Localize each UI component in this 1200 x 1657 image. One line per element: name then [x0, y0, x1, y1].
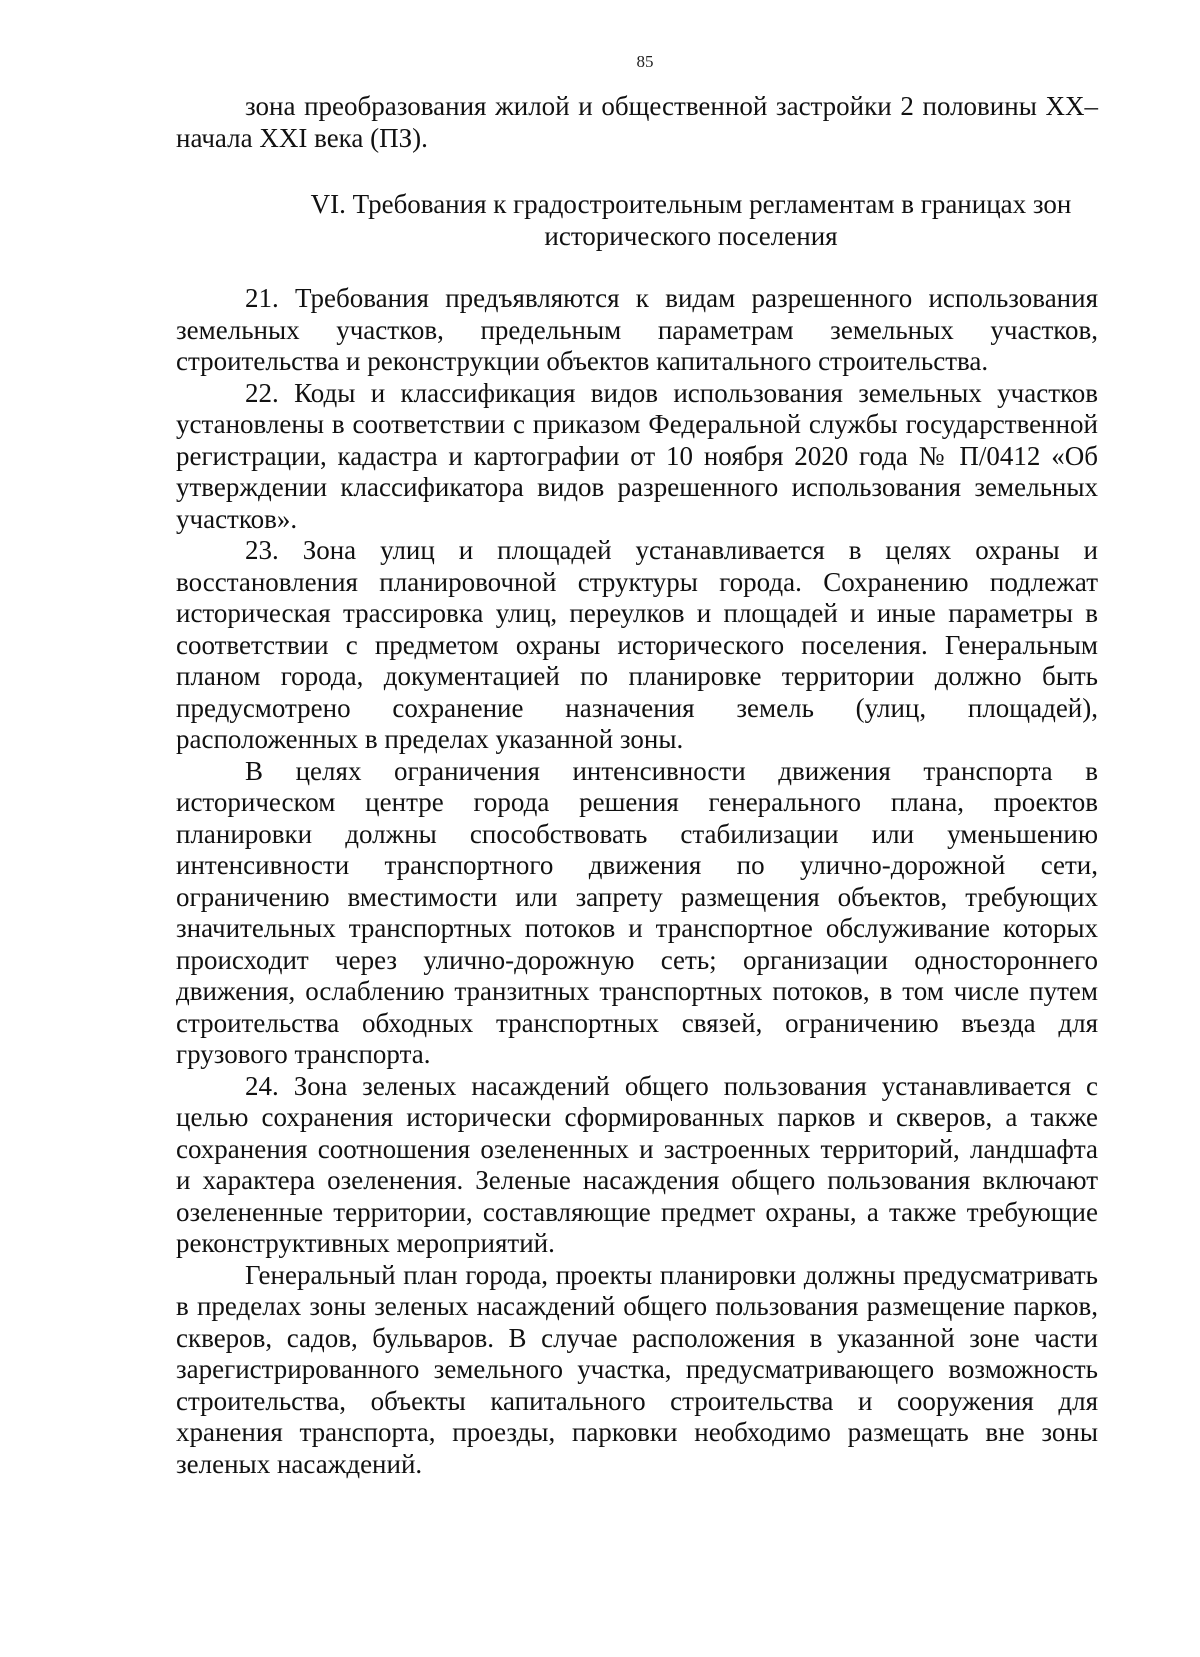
intro-block — [176, 91, 1098, 154]
section-heading-line-2: исторического поселения — [544, 220, 838, 251]
paragraph-21: 21. Требования предъявляются к видам разрешенного использования земельных участков, предельным параметрам земельных участков, строительства и реконструкции объектов капитального строительства. — [176, 283, 1098, 376]
paragraph-24: 24. Зона зеленых насаждений общего пользования устанавливается с целью сохранения исторически сформированных парков и скверов, а также сохранения соотношения озелененных и застроенных территорий, ландшафта и характера озеленения. Зеленые насаждения общего пользования включают озелененные территории, составляющие предмет охраны, а также требующие реконструктивных мероприятий. — [176, 1070, 1098, 1258]
paragraph-22: 22. Коды и классификация видов использования земельных участков установлены в соответствии с приказом Федеральной службы государственной регистрации, кадастра и картографии от 10 ноября 2020 года № П/0412 «Об утверждении классификатора видов разрешенного использования земельных участков». — [176, 377, 1098, 534]
section-heading-line-1: VI. Требования к градостроительным регламентам в границах зон — [310, 189, 1072, 219]
paragraph-23-continued: В целях ограничения интенсивности движения транспорта в историческом центре города решения генерального плана, проектов планировки должны способствовать стабилизации или уменьшению интенсивности транспортного движения по улично-дорожной сети, ограничению вместимости или запрету размещения объектов, требующих значительных транспортных потоков и транспортное обслуживание которых происходит через улично-дорожную сеть; организации одностороннего движения, ослаблению транзитных транспортных потоков, в том числе путем строительства обходных транспортных связей, ограничению въезда для грузового транспорта. — [176, 755, 1098, 1069]
section-body — [176, 283, 1098, 1480]
paragraph-24-continued: Генеральный план города, проекты планировки должны предусматривать в пределах зоны зеленых насаждений общего пользования размещение парков, скверов, садов, бульваров. В случае расположения в указанной зоне части зарегистрированного земельного участка, предусматривающего возможность строительства, объекты капитального строительства и сооружения для хранения транспорта, проезды, парковки необходимо размещать вне зоны зеленых насаждений. — [176, 1259, 1098, 1479]
intro-paragraph: зона преобразования жилой и общественной застройки 2 половины XX–начала XXI века (ПЗ). — [176, 91, 1098, 153]
section-heading — [176, 189, 1200, 252]
page-number: 85 — [636, 52, 654, 71]
paragraph-23: 23. Зона улиц и площадей устанавливается в целях охраны и восстановления планировочной структуры города. Сохранению подлежат историческая трассировка улиц, переулков и площадей и иные параметры в соответствии с предметом охраны исторического поселения. Генеральным планом города, документацией по планировке территории должно быть предусмотрено сохранение назначения земель (улиц, площадей), расположенных в пределах указанной зоны. — [176, 535, 1098, 754]
